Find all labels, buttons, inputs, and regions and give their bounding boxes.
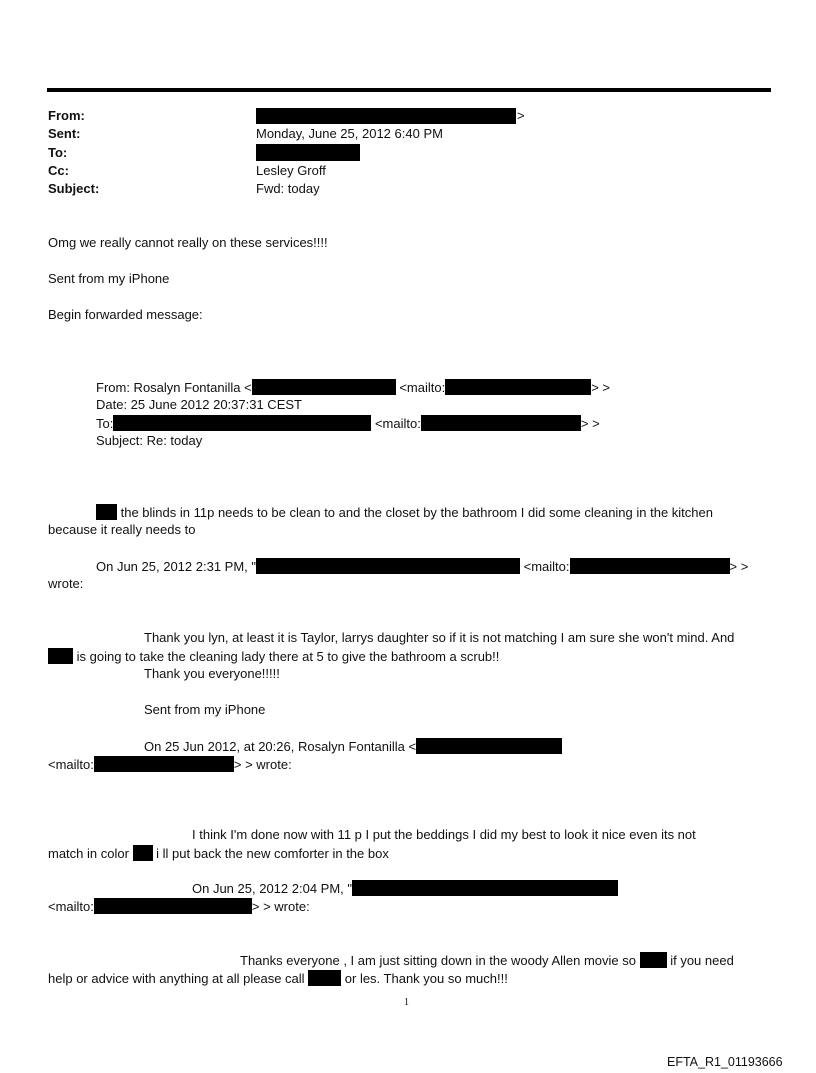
redaction-bar bbox=[113, 415, 371, 431]
redaction-bar bbox=[421, 415, 581, 431]
message-text: the blinds in 11p needs to be clean to and the closet by the bathroom I did some cleaning in the kitchen bbox=[117, 505, 713, 520]
forwarded-to-line bbox=[96, 415, 600, 431]
quote-header-line bbox=[192, 880, 618, 896]
from-label: From: bbox=[48, 108, 85, 123]
redaction-bar bbox=[256, 558, 520, 574]
message-text: is going to take the cleaning lady there at 5 to give the bathroom a scrub!! bbox=[73, 649, 500, 664]
document-id-footer: EFTA_R1_01193666 bbox=[667, 1055, 783, 1069]
redaction-bar bbox=[133, 845, 153, 861]
mailto-text: <mailto: bbox=[48, 757, 94, 772]
mailto-text: <mailto: bbox=[523, 559, 570, 574]
redaction-bar bbox=[252, 379, 396, 395]
message-text: i ll put back the new comforter in the box bbox=[152, 846, 389, 861]
closing-bracket: > > bbox=[580, 416, 600, 431]
wrote-suffix: > > wrote: bbox=[233, 757, 292, 772]
message-line: I think I'm done now with 11 p I put the beddings I did my best to look it nice even its not bbox=[192, 827, 696, 842]
message-text: help or advice with anything at all please call bbox=[48, 971, 309, 986]
subject-label: Subject: bbox=[48, 181, 100, 196]
redaction-bar bbox=[94, 898, 252, 914]
redaction-bar bbox=[416, 738, 562, 754]
closing-bracket: > > bbox=[729, 559, 749, 574]
wrote-suffix: > > wrote: bbox=[251, 899, 310, 914]
quote-mailto-line bbox=[48, 756, 292, 772]
closing-bracket: > > bbox=[591, 380, 611, 395]
quote-mailto-line bbox=[48, 898, 310, 914]
quote-prefix: On Jun 25, 2012 2:04 PM, " bbox=[192, 881, 352, 896]
quote-header-line bbox=[144, 738, 562, 754]
body-line: Omg we really cannot really on these services!!!! bbox=[48, 235, 328, 250]
wrote-text: wrote: bbox=[48, 576, 84, 591]
forwarded-date: Date: 25 June 2012 20:37:31 CEST bbox=[96, 397, 302, 412]
message-text: if you need bbox=[666, 953, 734, 968]
sent-value: Monday, June 25, 2012 6:40 PM bbox=[256, 126, 443, 141]
redaction-bar bbox=[308, 970, 341, 986]
header-divider-rule bbox=[47, 88, 771, 92]
redaction-bar bbox=[96, 504, 117, 520]
message-text: Thanks everyone , I am just sitting down in the woody Allen movie so bbox=[240, 953, 640, 968]
redaction-bar bbox=[570, 558, 730, 574]
sent-label: Sent: bbox=[48, 126, 81, 141]
forwarded-from-prefix: From: Rosalyn Fontanilla < bbox=[96, 380, 252, 395]
quote-header-line bbox=[96, 558, 748, 574]
signature: Sent from my iPhone bbox=[144, 702, 266, 717]
forwarded-to-prefix: To: bbox=[96, 416, 114, 431]
quote-prefix: On 25 Jun 2012, at 20:26, Rosalyn Fontanilla < bbox=[144, 739, 417, 754]
message-line bbox=[96, 504, 713, 520]
forwarded-subject: Subject: Re: today bbox=[96, 433, 203, 448]
message-line bbox=[48, 970, 508, 986]
redaction-bar bbox=[48, 648, 73, 664]
to-label: To: bbox=[48, 145, 68, 160]
signature: Sent from my iPhone bbox=[48, 271, 170, 286]
message-line bbox=[48, 845, 389, 861]
from-suffix: > bbox=[517, 108, 525, 123]
redaction-bar bbox=[256, 144, 360, 161]
mailto-text: <mailto: bbox=[374, 416, 421, 431]
redaction-bar bbox=[640, 952, 667, 968]
mailto-text: <mailto: bbox=[399, 380, 446, 395]
redaction-bar bbox=[94, 756, 234, 772]
begin-forwarded: Begin forwarded message: bbox=[48, 307, 203, 322]
message-text: or les. Thank you so much!!! bbox=[341, 971, 508, 986]
message-line bbox=[240, 952, 734, 968]
cc-value: Lesley Groff bbox=[256, 163, 326, 178]
message-line bbox=[48, 648, 499, 664]
redaction-bar bbox=[352, 880, 618, 896]
message-line: Thank you lyn, at least it is Taylor, larrys daughter so if it is not matching I am sure she won't mind. And bbox=[144, 630, 735, 645]
mailto-text: <mailto: bbox=[48, 899, 94, 914]
message-line: because it really needs to bbox=[48, 522, 196, 537]
forwarded-from-line bbox=[96, 379, 610, 395]
quote-prefix: On Jun 25, 2012 2:31 PM, " bbox=[96, 559, 256, 574]
message-line: Thank you everyone!!!!! bbox=[144, 666, 280, 681]
cc-label: Cc: bbox=[48, 163, 69, 178]
subject-value: Fwd: today bbox=[256, 181, 320, 196]
redaction-bar bbox=[445, 379, 591, 395]
page-number: 1 bbox=[404, 997, 409, 1008]
redaction-bar bbox=[256, 108, 516, 124]
message-text: match in color bbox=[48, 846, 133, 861]
